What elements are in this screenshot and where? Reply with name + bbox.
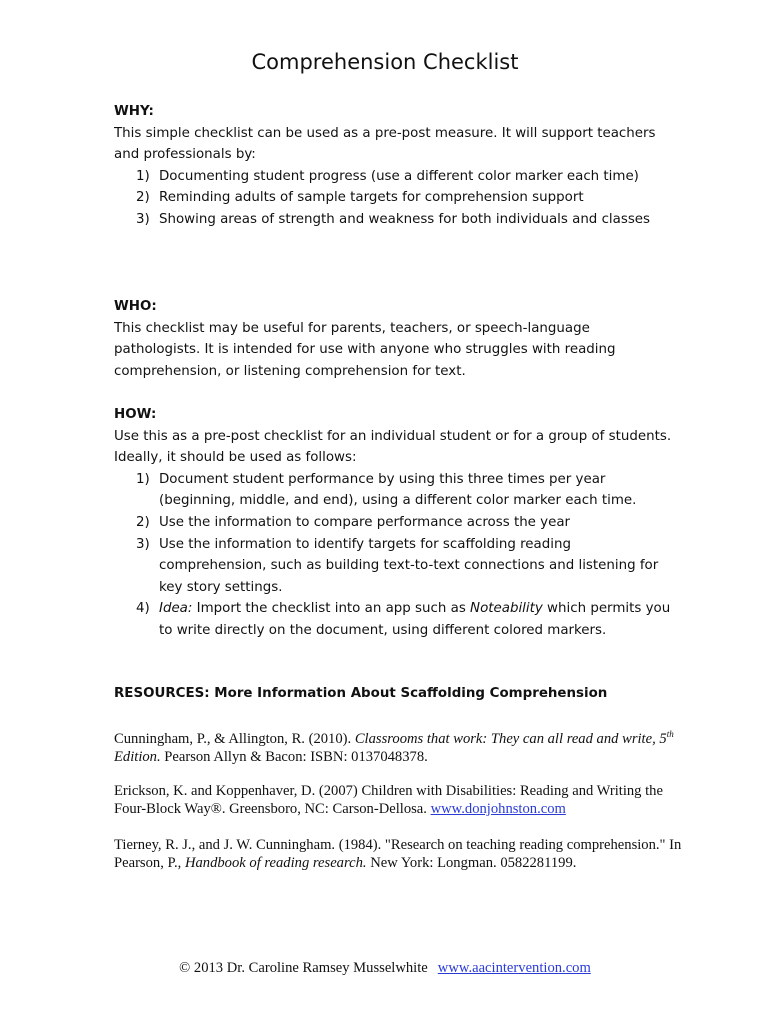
list-item <box>114 512 674 534</box>
list-item-text: which permits you to write directly on the document, using different colored markers. <box>159 601 671 638</box>
list-number: 2) <box>136 514 150 530</box>
reference-publisher: Pearson Allyn & Bacon: ISBN: 0137048378. <box>160 749 428 765</box>
idea-label: Idea: <box>159 601 193 617</box>
list-item-text: Documenting student progress (use a different color marker each time) <box>159 168 639 184</box>
reference-text: New York: Longman. 0582281199. <box>366 855 577 871</box>
who-heading: WHO: <box>114 299 157 314</box>
list-number: 1) <box>136 471 150 487</box>
why-intro: This simple checklist can be used as a pre-post measure. It will support teachers and professionals by: <box>114 125 656 163</box>
list-item-text: Use the information to compare performance across the year <box>159 514 571 530</box>
reference-title-end: Edition. <box>114 749 161 765</box>
footer <box>0 960 770 977</box>
list-item <box>114 209 674 231</box>
who-text: This checklist may be useful for parents, teachers, or speech-language pathologists. It is intended for use with anyone who struggles with reading comprehension, or listening comprehension for text. <box>114 320 616 379</box>
list-number: 3) <box>136 211 150 227</box>
list-item <box>114 534 674 599</box>
list-number: 2) <box>136 190 150 206</box>
reference-item <box>114 730 684 766</box>
page-title: Comprehension Checklist <box>251 50 519 74</box>
reference-text: Erickson, K. and Koppenhaver, D. (2007) Children with Disabilities: Reading and Writing the Four-Block Way®. Greensboro, NC: Carson-Dellosa. <box>114 783 663 817</box>
reference-title: Classrooms that work: They can all read and write, 5 <box>354 731 667 747</box>
aacintervention-link[interactable]: www.aacintervention.com <box>437 960 591 976</box>
why-section <box>114 101 674 231</box>
list-item-text: Import the checklist into an app such as <box>192 601 471 617</box>
superscript: th <box>666 729 674 740</box>
reference-item <box>114 836 684 872</box>
donjohnston-link[interactable]: www.donjohnston.com <box>430 801 566 817</box>
list-item <box>114 187 674 209</box>
reference-title: Handbook of reading research. <box>184 855 367 871</box>
how-intro: Use this as a pre-post checklist for an individual student or for a group of students. Ideally, it should be used as follows: <box>114 428 672 466</box>
list-number: 4) <box>136 601 150 617</box>
list-item-text: Use the information to identify targets for scaffolding reading comprehension, such as building text-to-text connections and listening for key story settings. <box>159 536 659 595</box>
list-item-text: Showing areas of strength and weakness for both individuals and classes <box>159 211 651 227</box>
reference-item <box>114 782 684 818</box>
why-heading: WHY: <box>114 104 154 119</box>
how-section <box>114 404 674 642</box>
reference-text: Tierney, R. J., and J. W. Cunningham. (1984). "Research on teaching reading comprehension." In Pearson, P., <box>114 837 682 871</box>
how-list <box>114 469 674 642</box>
list-number: 1) <box>136 168 150 184</box>
who-section <box>114 296 674 382</box>
list-number: 3) <box>136 536 150 552</box>
list-item <box>114 598 674 641</box>
list-item-text: Document student performance by using this three times per year (beginning, middle, and end), using a different color marker each time. <box>159 471 637 509</box>
copyright-text: © 2013 Dr. Caroline Ramsey Musselwhite <box>179 960 428 976</box>
why-list <box>114 166 674 231</box>
list-item-text: Reminding adults of sample targets for comprehension support <box>159 190 584 206</box>
list-item <box>114 166 674 188</box>
resources-heading: RESOURCES: More Information About Scaffolding Comprehension <box>114 686 608 701</box>
reference-authors: Cunningham, P., & Allington, R. (2010). <box>114 731 355 747</box>
list-item <box>114 469 674 512</box>
app-name: Noteability <box>470 601 543 617</box>
how-heading: HOW: <box>114 407 157 422</box>
